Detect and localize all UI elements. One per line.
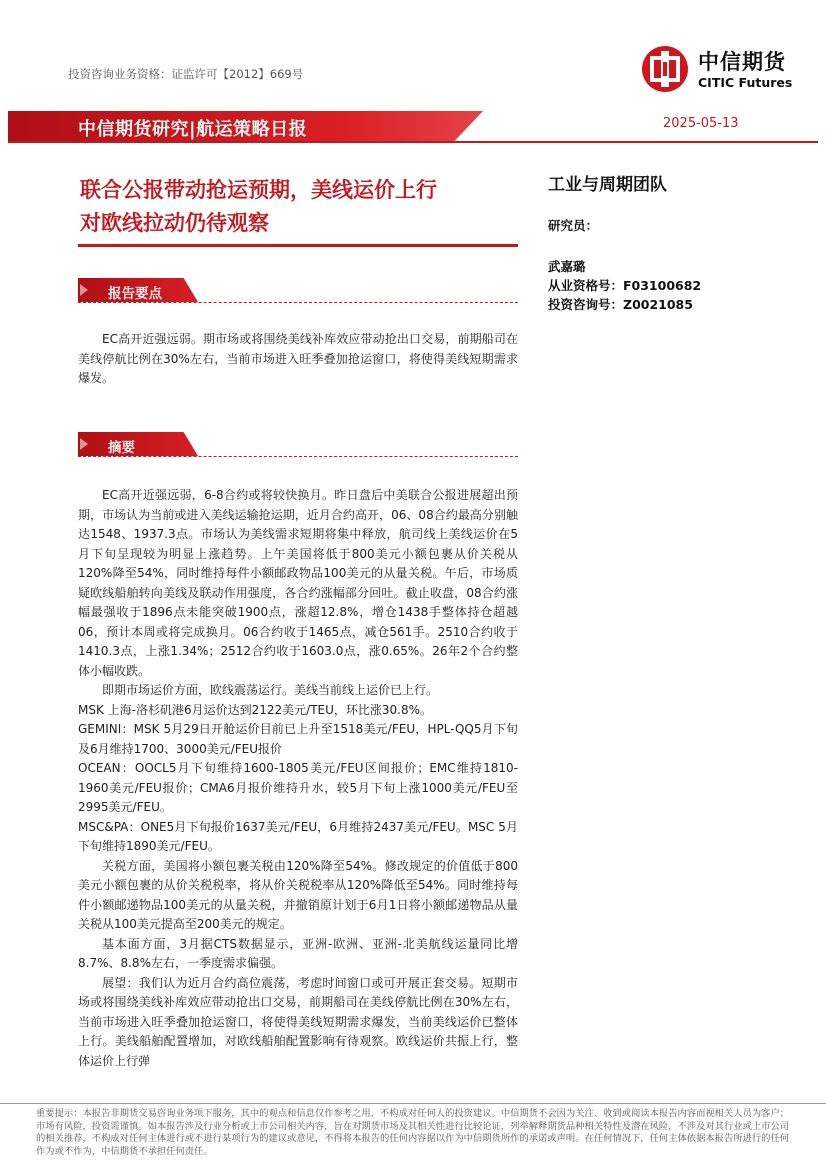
sidebar xyxy=(548,170,788,312)
logo-chinese-name: 中信期货 xyxy=(698,50,786,74)
key-points-text xyxy=(78,330,518,389)
report-title-line-1: 联合公报带动抢运预期，美线运价上行 xyxy=(80,178,437,202)
disclaimer: 重要提示：本报告非期货交易咨询业务项下服务，其中的观点和信息仅作参考之用，不构成对任何人的投资建议。中信期货不会因为关注、收到或阅读本报告内容而视相关人员为客户；市场有风险，投资需谨慎。如本报告涉及行业分析或上市公司相关内容，旨在对期货市场及其相关性进行比较论证，列举解释期货品种相关特性及潜在风险，不涉及对其行业或上市公司的相关推荐，不构成对任何主体进行或不进行某项行为的建议或意见，不得将本报告的任何内容据以作为中信期货所作的承诺或声明。在任何情况下，任何主体依据本报告所进行的任何作为或不作为，中信期货不承担任何责任。 xyxy=(36,1108,790,1157)
section-arrow-icon xyxy=(80,438,88,450)
footer-divider xyxy=(0,1103,826,1104)
summary-paragraph: 展望：我们认为近月合约高位震荡，考虑时间窗口或可开展正套交易。短期市场或将围绕美线补库效应带动抢出口交易，前期船司在美线停航比例在30%左右，当前市场进入旺季叠加抢运窗口，将使得美线短期需求爆发，当前美线运价已整体上行。美线船舶配置增加，对欧线船舶配置影响有待观察。欧线运价共振上行，整体运价上行弹 xyxy=(78,975,518,1068)
section-rule xyxy=(78,456,518,457)
report-date: 2025-05-13 xyxy=(663,116,739,131)
summary-paragraph: GEMINI：MSK 5月29日开舱运价目前已上升至1518美元/FEU，HPL-QQ5月下旬及6月维持1700、3000美元/FEU报价 xyxy=(78,722,518,756)
summary-paragraph: 关税方面，美国将小额包裹关税由120%降至54%。修改规定的价值低于800美元小额包裹的从价关税税率，将从价关税税率从120%降低至54%。同时维持每件小额邮递物品100美元的从量关税，并撤销原计划于6月1日将小额邮递物品从量关税从100美元提高至200美元的规定。 xyxy=(78,858,518,931)
report-banner xyxy=(0,103,826,148)
summary-paragraph: MSK 上海-洛杉矶港6月运价达到2122美元/TEU，环比涨30.8%。 xyxy=(78,702,433,717)
section-rule xyxy=(78,302,518,303)
summary-paragraph: MSC&PA：ONE5月下旬报价1637美元/FEU，6月维持2437美元/FEU。MSC 5月下旬维持1890美元/FEU。 xyxy=(78,819,518,853)
key-points-paragraph: EC高开近强远弱。期市场或将围绕美线补库效应带动抢出口交易，前期船司在美线停航比例在30%左右，当前市场进入旺季叠加抢运窗口，将使得美线短期需求爆发。 xyxy=(78,332,518,385)
section-header-key-points xyxy=(78,278,518,304)
title-divider xyxy=(78,244,518,247)
banner-title: 中信期货研究|航运策略日报 xyxy=(78,119,308,140)
analyst-name: 武嘉璐 xyxy=(548,259,586,274)
license-text: 投资咨询业务资格：证监许可【2012】669号 xyxy=(68,67,304,81)
company-logo xyxy=(640,42,810,98)
section-label-key-points: 报告要点 xyxy=(108,286,162,302)
report-title-line-2: 对欧线拉动仍待观察 xyxy=(80,211,269,235)
summary-text xyxy=(78,486,518,1071)
summary-paragraph: OCEAN：OOCL5月下旬维持1600-1805美元/FEU区间报价；EMC维持1810-1960美元/FEU报价；CMA6月报价维持升水，较5月下旬上涨1000美元/FEU至2995美元/FEU。 xyxy=(78,761,518,814)
banner-underline xyxy=(8,141,818,143)
section-tag xyxy=(78,432,198,456)
section-label-summary: 摘要 xyxy=(108,440,135,456)
researcher-label: 研究员： xyxy=(548,218,599,233)
qualification-number: 从业资格号：F03100682 xyxy=(548,278,702,293)
citic-logo-icon xyxy=(640,44,690,94)
summary-paragraph: EC高开近强远弱，6-8合约或将较快换月。昨日盘后中美联合公报进展超出预期，市场认为当前或进入美线运输抢运期，近月合约高开，06、08合约最高分别触达1548、1937.3点。市场认为美线需求短期将集中释放，航司线上美线运价在5月下旬呈现较为明显上涨趋势。上午美国将低于800美元小额包裹从价关税从120%降至54%，同时维持每件小额邮政物品100美元的从量关税。午后，市场质疑欧线船舶转向美线及联动作用强度，各合约涨幅部分回吐。截止收盘，08合约涨幅最强收于1896点未能突破1900点，涨超12.8%，增仓1438手整体持仓超越06，预计本周或将完成换月。06合约收于1465点，减仓561手。2510合约收于1410.3点，上涨1.34%；2512合约收于1603.0点，涨0.65%。26年2个合约整体小幅收跌。 xyxy=(78,488,518,678)
summary-paragraph: 即期市场运价方面，欧线震荡运行。美线当前线上运价已上行。 xyxy=(102,683,439,697)
section-arrow-icon xyxy=(80,284,88,296)
summary-paragraph: 基本面方面，3月据CTS数据显示，亚洲-欧洲、亚洲-北美航线运量同比增8.7%、8.8%左右，一季度需求偏强。 xyxy=(78,936,518,970)
team-name: 工业与周期团队 xyxy=(548,175,667,195)
report-title xyxy=(80,174,520,240)
consulting-number: 投资咨询号：Z0021085 xyxy=(548,297,693,312)
logo-english-name: CITIC Futures xyxy=(698,75,793,90)
section-header-summary xyxy=(78,432,518,458)
